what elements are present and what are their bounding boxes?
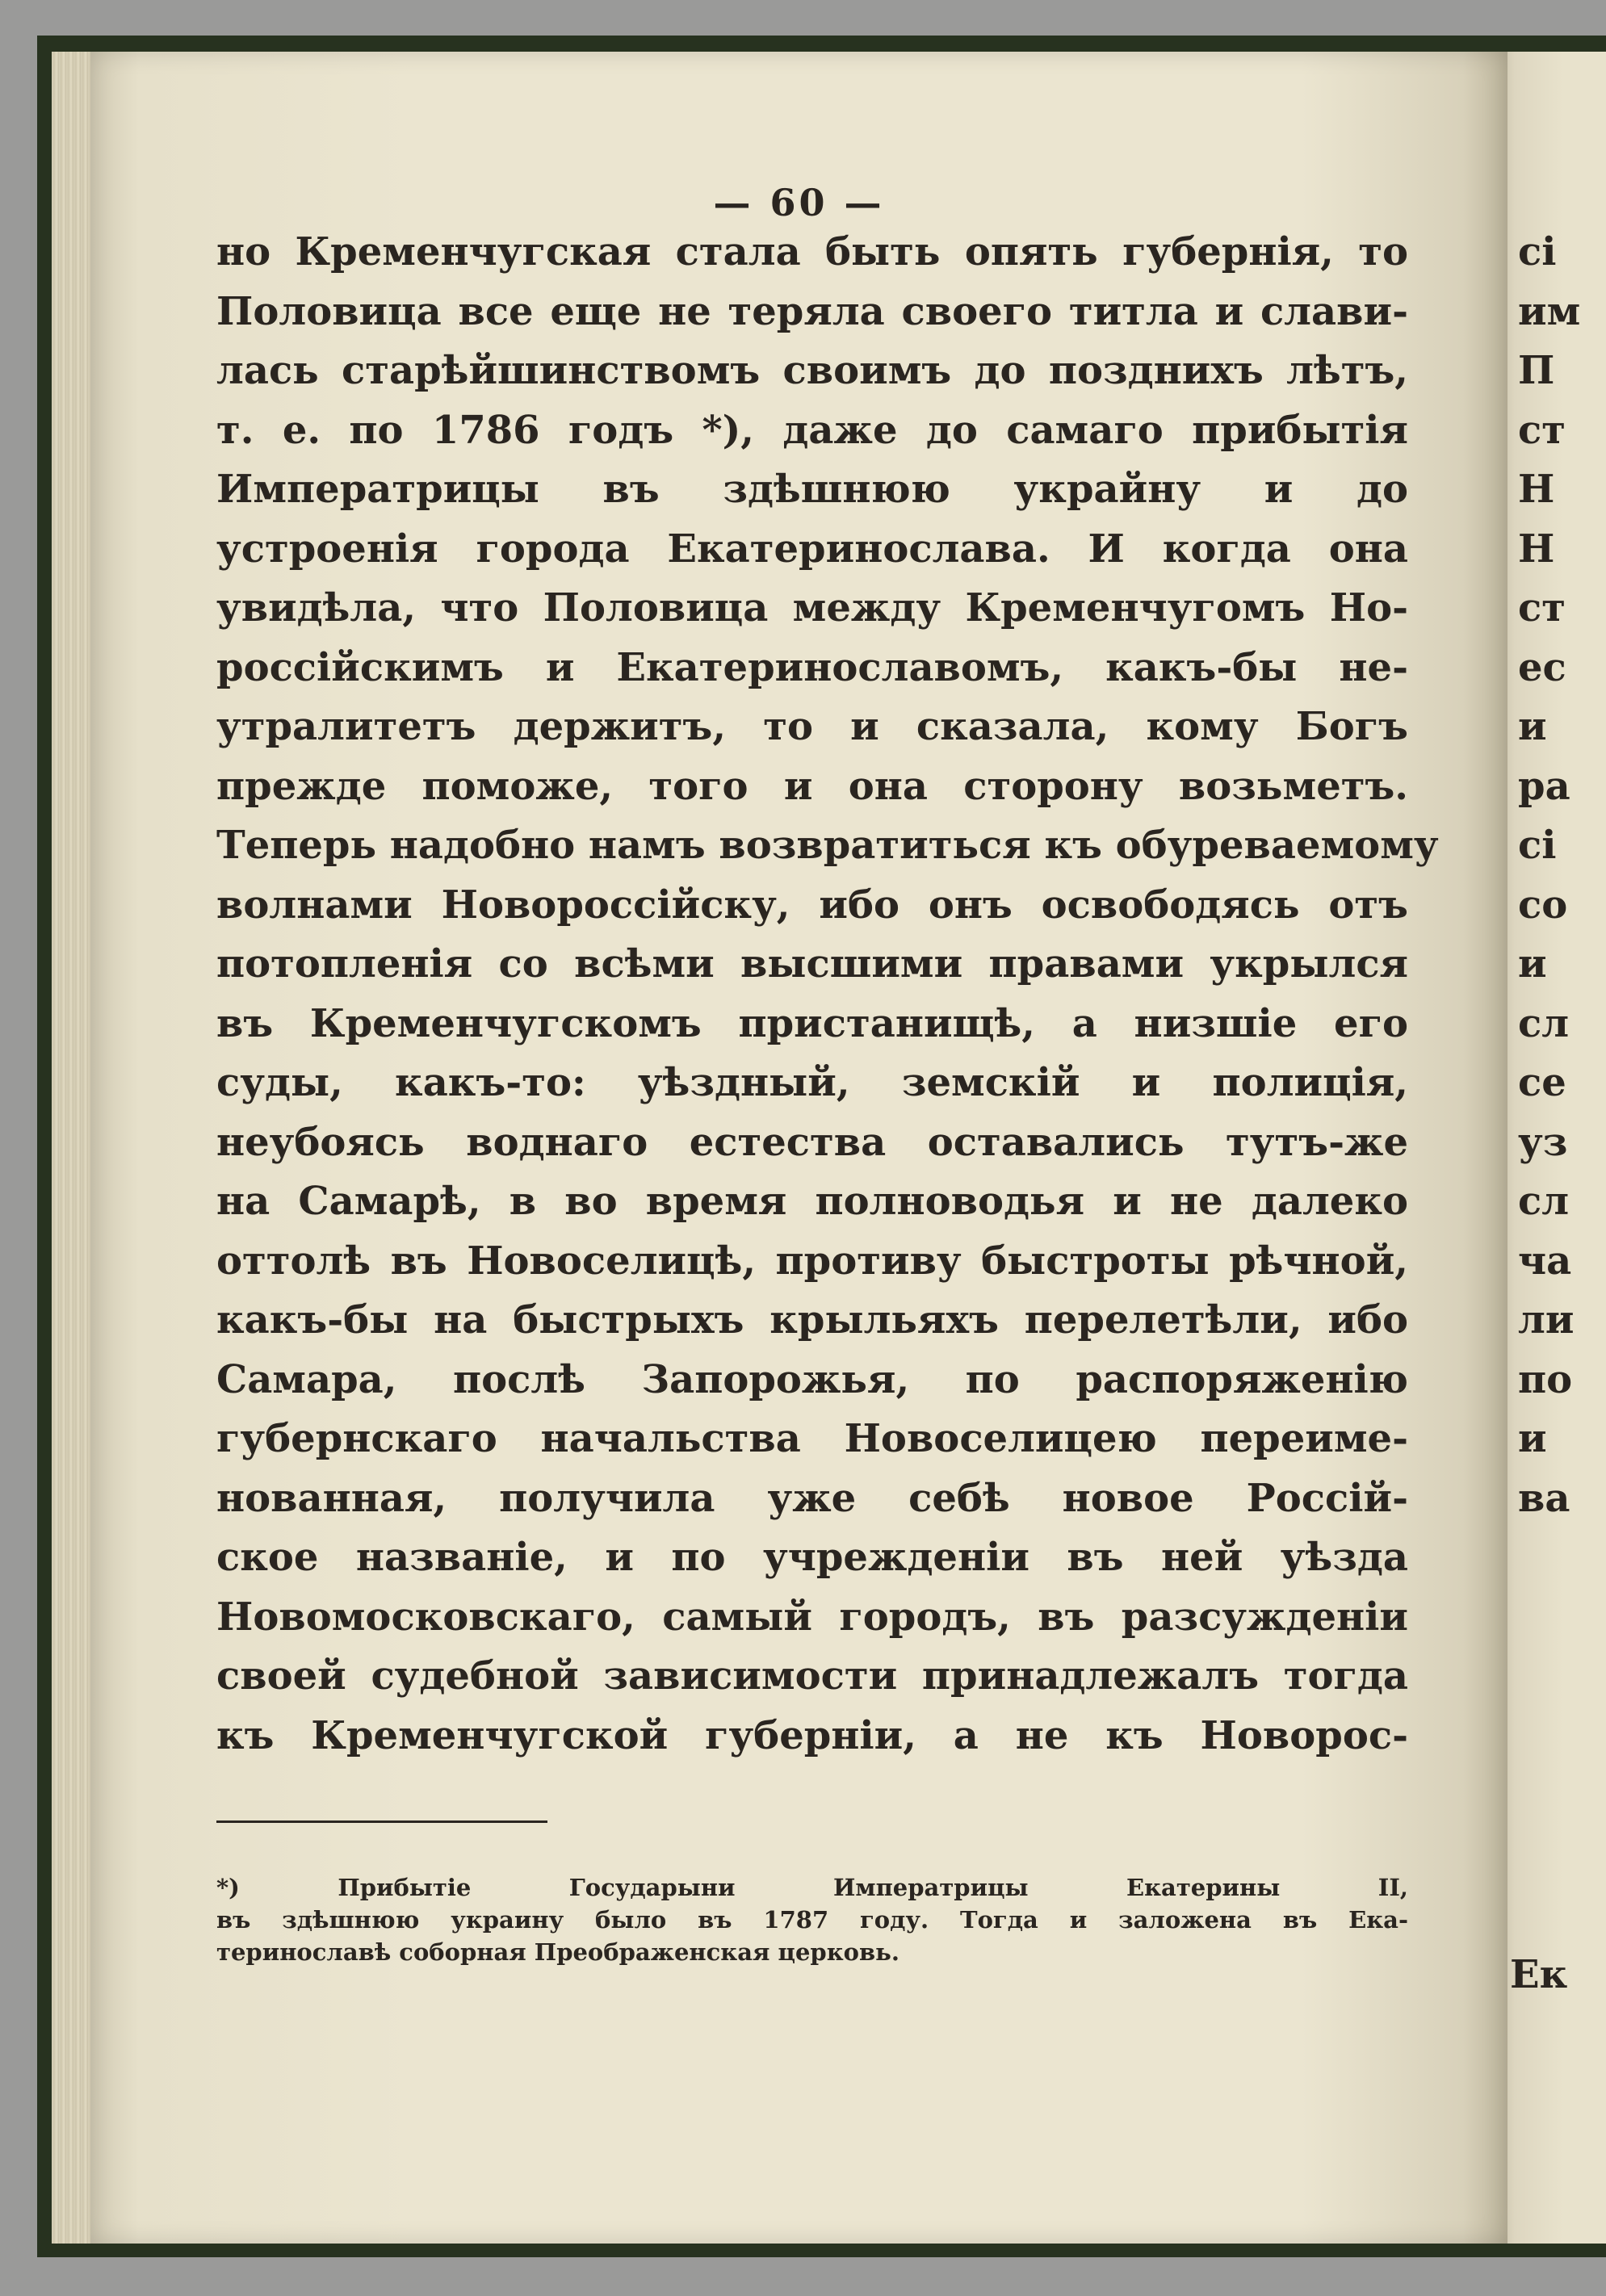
facing-line: ли [1518,1297,1575,1343]
facing-catchword: Ек [1510,1952,1568,1997]
facing-line: и [1518,941,1547,987]
footnote-rule [216,1820,547,1823]
text-line: устроенiя города Екатеринослава. И когда она [216,526,1408,572]
facing-line: сл [1518,1000,1570,1046]
facing-line: ва [1518,1475,1570,1521]
facing-line: сі [1518,229,1557,274]
facing-line: и [1518,704,1547,749]
facing-line: уз [1518,1119,1568,1165]
text-line: какъ-бы на быстрыхъ крыльяхъ перелетѣли, ибо [216,1297,1408,1343]
text-line: губернскаго начальства Новоселицею переиме- [216,1416,1408,1461]
text-line: лась старѣйшинствомъ своимъ до позднихъ лѣтъ, [216,348,1408,393]
facing-line: со [1518,882,1568,928]
facing-line: сл [1518,1179,1570,1224]
facing-line: се [1518,1060,1566,1105]
footnote [216,1871,1408,1968]
text-line: оттолѣ въ Новоселицѣ, противу быстроты рѣчной, [216,1238,1408,1284]
facing-line: ст [1518,585,1566,631]
facing-page-text [1518,223,1580,1528]
text-line: Императрицы въ здѣшнюю украйну и до [216,467,1408,512]
text-line: утралитетъ держитъ, то и сказала, кому Богъ [216,704,1408,749]
text-line: россiйскимъ и Екатеринославомъ, какъ-бы не- [216,644,1408,690]
text-line: увидѣла, что Половица между Кременчугомъ Но- [216,585,1408,631]
text-line: Теперь надобно намъ возвратиться къ обуреваемому [216,823,1439,868]
facing-line: П [1518,348,1555,393]
footnote-line: въ здѣшнюю украину было въ 1787 году. Тогда и заложена въ Ека- [216,1906,1408,1934]
text-line: неубоясь воднаго естества оставались тутъ-же [216,1119,1408,1165]
text-line: нованная, получила уже себѣ новое Россiй- [216,1475,1408,1521]
text-line: т. е. по 1786 годъ *), даже до самаго прибытiя [216,407,1408,453]
text-line: Половица все еще не теряла своего титла и слави- [216,288,1408,334]
facing-line: ра [1518,763,1570,809]
facing-line: Н [1518,526,1555,572]
text-line: потопленiя со всѣми высшими правами укрылся [216,941,1408,987]
facing-line: им [1518,288,1581,334]
text-line: Новомосковскаго, самый городъ, въ разсужденiи [216,1594,1408,1640]
text-line: Самара, послѣ Запорожья, по распоряженiю [216,1356,1408,1402]
facing-line: и [1518,1416,1547,1461]
text-line: своей судебной зависимости принадлежалъ тогда [216,1653,1408,1699]
text-line: волнами Новороссiйску, ибо онъ освободясь отъ [216,882,1408,928]
facing-line: ча [1518,1238,1572,1284]
text-line: прежде поможе, того и она сторону возьметъ. [216,763,1408,809]
facing-line: ст [1518,407,1566,453]
text-line: къ Кременчугской губернiи, а не къ Новорос- [216,1712,1408,1758]
facing-line: ес [1518,644,1566,690]
text-line: ское названiе, и по учрежденiи въ ней уѣзда [216,1535,1408,1580]
footnote-line: *) Прибытiе Государыни Императрицы Екатерины II, [216,1874,1408,1901]
body-text [216,223,1439,1766]
text-line: суды, какъ-то: уѣздный, земскiй и полицiя, [216,1060,1408,1105]
page-number: — 60 — [713,181,885,224]
text-line: въ Кременчугскомъ пристанищѣ, а низшiе его [216,1000,1408,1046]
footnote-line: теринославѣ соборная Преображенская церковь. [216,1938,899,1966]
text-line: на Самарѣ, в во время полноводья и не далеко [216,1179,1408,1224]
text-line: но Кременчугская стала быть опять губернiя, то [216,229,1408,274]
facing-line: сі [1518,823,1557,868]
facing-line: Н [1518,467,1555,512]
facing-line: по [1518,1356,1573,1402]
